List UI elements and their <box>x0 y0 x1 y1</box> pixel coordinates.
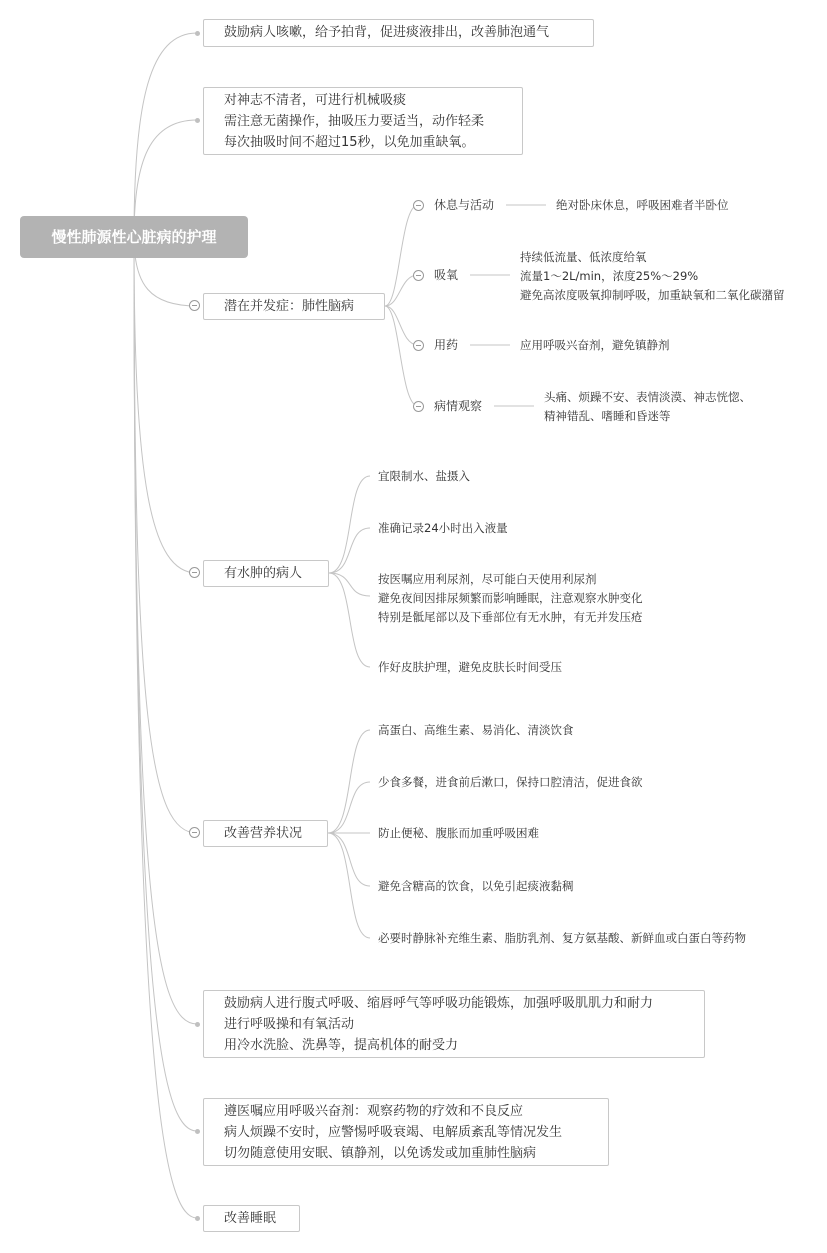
leaf-text-line: 作好皮肤护理，避免皮肤长时间受压 <box>378 660 562 674</box>
leaf-text-line: 头痛、烦躁不安、表情淡漠、神志恍惚、 <box>544 390 751 404</box>
sub-topic-medication[interactable]: 用药 <box>434 338 459 352</box>
leaf-rest <box>556 196 729 215</box>
branch-suction[interactable] <box>203 87 523 155</box>
sub-topic-rest[interactable]: 休息与活动 <box>434 198 495 212</box>
connector-dot <box>195 1129 200 1134</box>
branch-text-line: 用冷水洗脸、洗鼻等，提高机体的耐受力 <box>224 1038 459 1053</box>
collapse-toggle-icon[interactable] <box>189 827 200 838</box>
branch-text-line: 进行呼吸操和有氧活动 <box>224 1017 355 1032</box>
leaf-text-line: 精神错乱、嗜睡和昏迷等 <box>544 409 671 423</box>
leaf-nutrition-3 <box>378 824 539 843</box>
collapse-toggle-icon[interactable] <box>413 401 424 412</box>
leaf-text-line: 持续低流量、低浓度给氧 <box>520 250 647 264</box>
leaf-text-line: 避免含糖高的饮食，以免引起痰液黏稠 <box>378 879 574 893</box>
branch-text-line: 病人烦躁不安时，应警惕呼吸衰竭、电解质紊乱等情况发生 <box>224 1125 563 1140</box>
leaf-observation <box>544 388 751 426</box>
leaf-text-line: 流量1～2L/min，浓度25%～29% <box>520 269 699 283</box>
leaf-text-line: 应用呼吸兴奋剂，避免镇静剂 <box>520 338 670 352</box>
branch-edema[interactable] <box>203 560 329 587</box>
branch-cough[interactable] <box>203 19 594 47</box>
leaf-edema-2 <box>378 519 508 538</box>
leaf-nutrition-4 <box>378 877 574 896</box>
branch-text-line: 每次抽吸时间不超过15秒，以免加重缺氧。 <box>224 135 475 150</box>
leaf-text-line: 特别是骶尾部以及下垂部位有无水肿，有无并发压疮 <box>378 610 643 624</box>
branch-text-line: 潜在并发症：肺性脑病 <box>224 299 355 314</box>
branch-text-line: 对神志不清者，可进行机械吸痰 <box>224 93 407 108</box>
leaf-text-line: 防止便秘、腹胀而加重呼吸困难 <box>378 826 539 840</box>
leaf-oxygen <box>520 248 785 305</box>
branch-stimulant[interactable] <box>203 1098 609 1166</box>
leaf-text-line: 避免高浓度吸氧抑制呼吸，加重缺氧和二氧化碳潴留 <box>520 288 785 302</box>
leaf-text-line: 按医嘱应用利尿剂，尽可能白天使用利尿剂 <box>378 572 597 586</box>
branch-nutrition[interactable] <box>203 820 328 847</box>
leaf-nutrition-5 <box>378 929 746 948</box>
collapse-toggle-icon[interactable] <box>413 270 424 281</box>
root-topic[interactable]: 慢性肺源性心脏病的护理 <box>20 216 248 258</box>
leaf-text-line: 避免夜间因排尿频繁而影响睡眠，注意观察水肿变化 <box>378 591 643 605</box>
leaf-edema-4 <box>378 658 562 677</box>
branch-text-line: 改善睡眠 <box>224 1211 277 1226</box>
branch-text-line: 需注意无菌操作，抽吸压力要适当，动作轻柔 <box>224 114 485 129</box>
branch-text-line: 鼓励病人进行腹式呼吸、缩唇呼气等呼吸功能锻炼，加强呼吸肌肌力和耐力 <box>224 996 654 1011</box>
branch-text-line: 切勿随意使用安眠、镇静剂，以免诱发或加重肺性脑病 <box>224 1146 537 1161</box>
leaf-edema-1 <box>378 467 470 486</box>
connector-dot <box>195 31 200 36</box>
leaf-text-line: 少食多餐，进食前后漱口，保持口腔清洁，促进食欲 <box>378 775 643 789</box>
branch-sleep[interactable] <box>203 1205 300 1232</box>
leaf-nutrition-2 <box>378 773 643 792</box>
connector-dot <box>195 118 200 123</box>
branch-text-line: 有水肿的病人 <box>224 566 303 581</box>
collapse-toggle-icon[interactable] <box>413 340 424 351</box>
leaf-text-line: 宜限制水、盐摄入 <box>378 469 470 483</box>
leaf-text-line: 高蛋白、高维生素、易消化、清淡饮食 <box>378 723 574 737</box>
branch-breathing-exercise[interactable] <box>203 990 705 1058</box>
sub-topic-observation[interactable]: 病情观察 <box>434 399 483 413</box>
branch-complication[interactable] <box>203 293 385 320</box>
branch-text-line: 遵医嘱应用呼吸兴奋剂：观察药物的疗效和不良反应 <box>224 1104 524 1119</box>
sub-topic-oxygen[interactable]: 吸氧 <box>434 268 459 282</box>
leaf-text-line: 必要时静脉补充维生素、脂肪乳剂、复方氨基酸、新鲜血或白蛋白等药物 <box>378 931 746 945</box>
leaf-edema-3 <box>378 570 643 627</box>
branch-text-line: 鼓励病人咳嗽，给予拍背，促进痰液排出，改善肺泡通气 <box>224 25 550 40</box>
collapse-toggle-icon[interactable] <box>413 200 424 211</box>
leaf-text-line: 准确记录24小时出入液量 <box>378 521 508 535</box>
branch-text-line: 改善营养状况 <box>224 826 303 841</box>
leaf-text-line: 绝对卧床休息，呼吸困难者半卧位 <box>556 198 729 212</box>
collapse-toggle-icon[interactable] <box>189 567 200 578</box>
connector-dot <box>195 1216 200 1221</box>
connector-dot <box>195 1022 200 1027</box>
collapse-toggle-icon[interactable] <box>189 300 200 311</box>
leaf-nutrition-1 <box>378 721 574 740</box>
leaf-medication <box>520 336 670 355</box>
